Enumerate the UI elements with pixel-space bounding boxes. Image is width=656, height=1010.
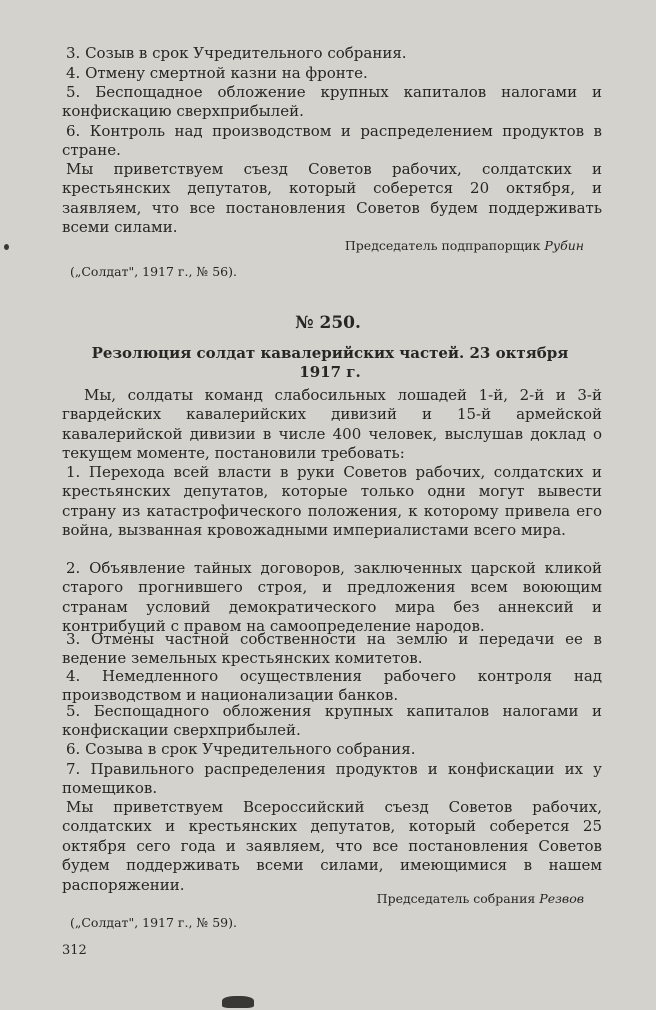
paragraph-item-6: 6. Контроль над производством и распределением продуктов в стране. xyxy=(62,122,602,160)
signature-prev xyxy=(345,238,584,254)
paragraph-item-3: 3. Созыв в срок Учредительного собрания. xyxy=(66,44,407,62)
ink-spot xyxy=(4,244,9,250)
document-title-line2: 1917 г. xyxy=(299,363,361,381)
demand-item: 7. Правильного распределения продуктов и конфискации их у помещиков. xyxy=(62,760,602,798)
signature-name: Резвов xyxy=(539,891,584,906)
document-number: № 250. xyxy=(295,313,361,333)
source-citation: („Солдат", 1917 г., № 59). xyxy=(70,915,237,930)
demand-item: 3. Отмены частной собственности на землю и передачи ее в ведение земельных крестьянских комитетов. xyxy=(62,630,602,668)
document-title xyxy=(70,344,590,382)
paragraph-item-4: 4. Отмену смертной казни на фронте. xyxy=(66,64,368,82)
demand-item: 6. Созыва в срок Учредительного собрания. xyxy=(66,740,416,758)
paragraph-intro: Мы, солдаты команд слабосильных лошадей 1-й, 2-й и 3-й гвардейских кавалерийских дивизий и 15-й армейской кавалерийской дивизии в числе 400 человек, выслушав доклад о текущем моменте, постановили требовать: xyxy=(62,386,602,463)
paragraph-item-5: 5. Беспощадное обложение крупных капиталов налогами и конфискацию сверхприбылей. xyxy=(62,83,602,121)
signature-role: Председатель собрания xyxy=(376,891,536,906)
demand-item: 4. Немедленного осуществления рабочего контроля над производством и национализации банков. xyxy=(62,667,602,705)
signature xyxy=(377,891,584,907)
ink-smudge xyxy=(222,996,254,1008)
document-title-line1: Резолюция солдат кавалерийских частей. 23 октября xyxy=(91,344,569,362)
demand-item: 5. Беспощадного обложения крупных капиталов налогами и конфискации сверхприбылей. xyxy=(62,702,602,740)
paragraph-closing-prev: Мы приветствуем съезд Советов рабочих, солдатских и крестьянских депутатов, который соберется 20 октября, и заявляем, что все постановления Советов будем поддерживать всеми силами. xyxy=(62,160,602,237)
demand-item: 2. Объявление тайных договоров, заключенных царской кликой старого прогнившего строя, и предложения всем воюющим странам условий демократического мира без аннексий и контрибуций с правом на самоопределение народов. xyxy=(62,559,602,636)
signature-role: Председатель подпрапорщик xyxy=(344,238,541,253)
signature-name: Рубин xyxy=(544,238,584,253)
source-citation-prev: („Солдат", 1917 г., № 56). xyxy=(70,264,237,279)
paragraph-closing: Мы приветствуем Всероссийский съезд Советов рабочих, солдатских и крестьянских депутатов, который соберется 25 октября сего года и заявляем, что все постановления Советов будем поддерживать всеми силами, имеющимися в нашем распоряжении. xyxy=(62,798,602,894)
page-number: 312 xyxy=(62,943,87,958)
demand-item: 1. Перехода всей власти в руки Советов рабочих, солдатских и крестьянских депутатов, которые только одни могут вывести страну из катастрофического положения, к которому привела его война, вызванная кровожадными империалистами всего мира. xyxy=(62,463,602,540)
